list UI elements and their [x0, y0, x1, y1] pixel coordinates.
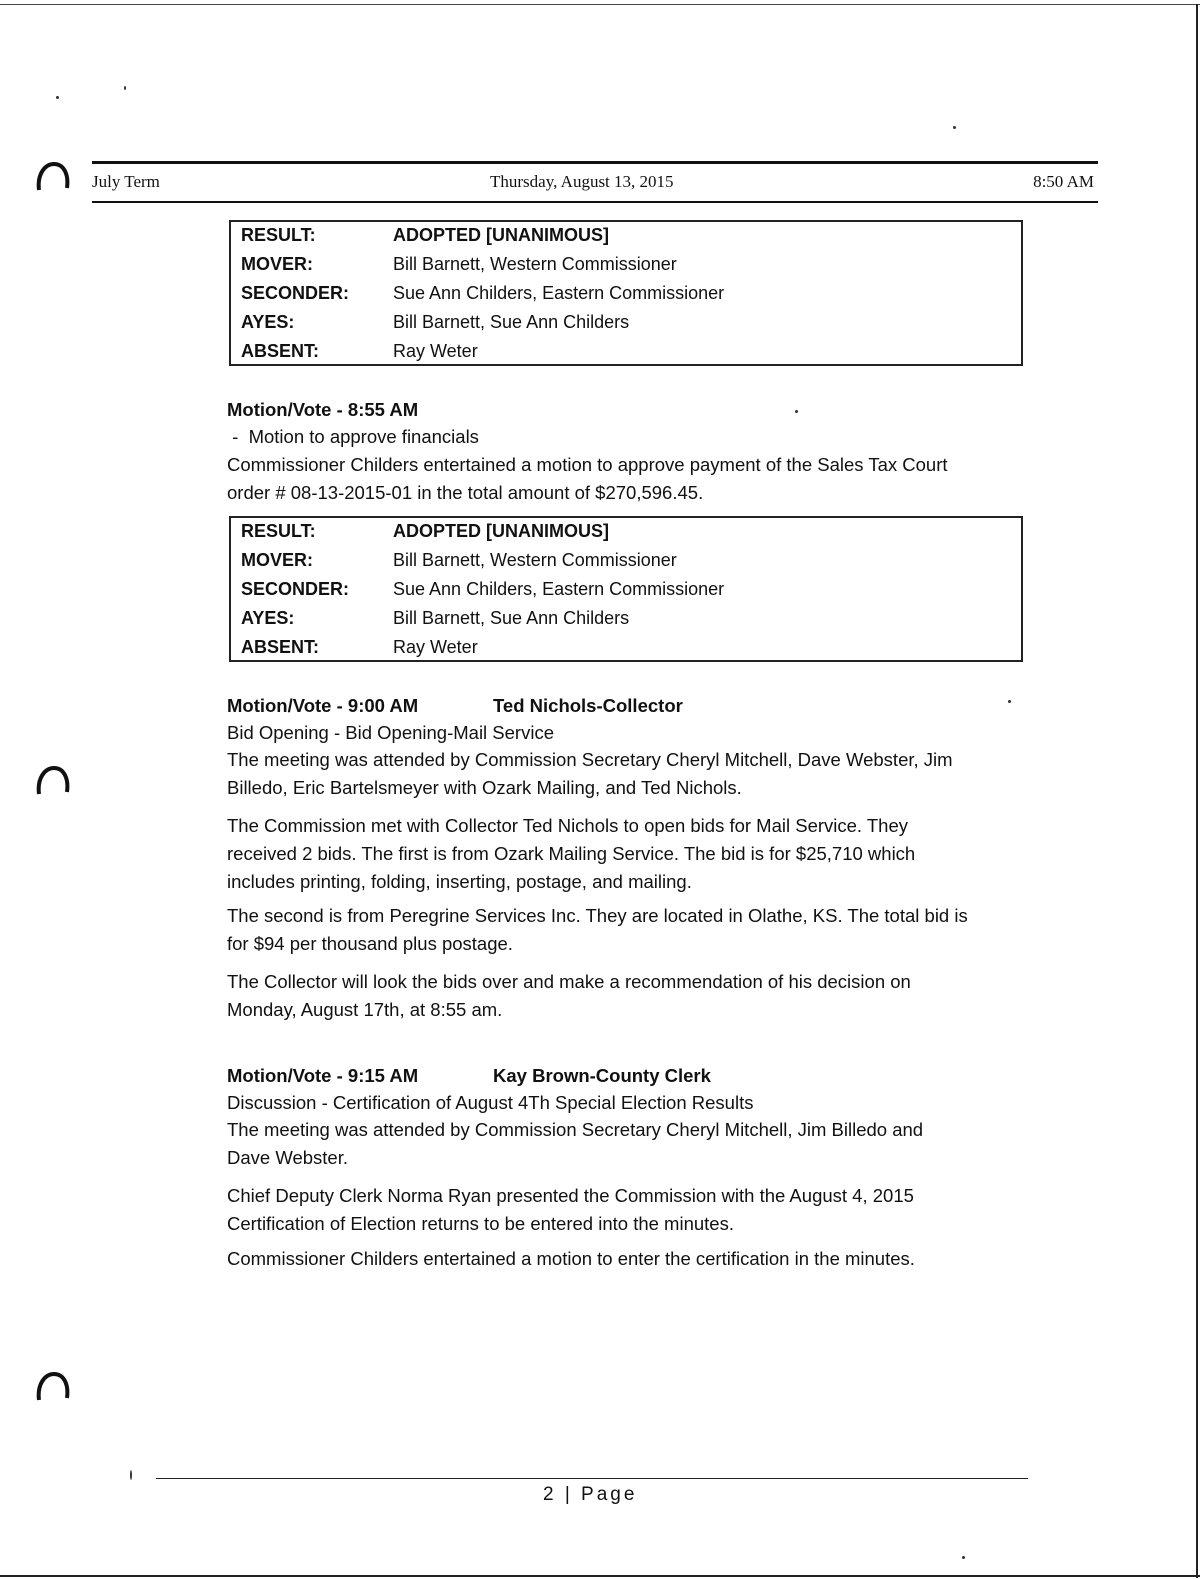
punch-hole-icon	[36, 764, 70, 796]
footer-rule	[156, 1478, 1028, 1479]
motion-heading-time: Motion/Vote - 9:15 AM	[227, 1065, 419, 1086]
vote-result-box	[229, 516, 1023, 662]
page-edge-right	[1196, 4, 1198, 1578]
paragraph-line: Commissioner Childers entertained a motion to enter the certification in the minutes.	[227, 1248, 915, 1269]
paragraph-line: Chief Deputy Clerk Norma Ryan presented the Commission with the August 4, 2015	[227, 1185, 914, 1206]
vote-key: ABSENT:	[241, 341, 320, 361]
vote-key: SECONDER:	[241, 579, 350, 599]
page-header	[92, 161, 1098, 205]
motion-heading-person: Ted Nichols-Collector	[493, 695, 683, 716]
vote-value: ADOPTED [UNANIMOUS]	[393, 521, 609, 541]
paragraph-line: for $94 per thousand plus postage.	[227, 933, 513, 954]
vote-value: Ray Weter	[393, 341, 478, 361]
vote-value: Bill Barnett, Sue Ann Childers	[393, 312, 630, 332]
paragraph-line: Commissioner Childers entertained a motion to approve payment of the Sales Tax Court	[227, 454, 948, 475]
motion-heading: Motion/Vote - 8:55 AM	[227, 399, 419, 420]
header-term: July Term	[92, 172, 160, 191]
scan-speck	[124, 86, 126, 90]
scan-speck	[1008, 700, 1011, 703]
paragraph-line: The meeting was attended by Commission Secretary Cheryl Mitchell, Dave Webster, Jim	[227, 749, 953, 770]
punch-hole-icon	[36, 160, 70, 192]
vote-result-box	[229, 220, 1023, 366]
vote-key: SECONDER:	[241, 283, 350, 303]
motion-subheading: Bid Opening - Bid Opening-Mail Service	[227, 722, 554, 743]
scan-speck	[962, 1556, 965, 1559]
scan-speck	[130, 1470, 132, 1480]
motion-subheading: Discussion - Certification of August 4Th Special Election Results	[227, 1092, 754, 1113]
vote-key: AYES:	[241, 312, 295, 332]
page-number: 2 | Page	[543, 1484, 638, 1505]
vote-key: RESULT:	[241, 225, 316, 245]
header-rule-bottom	[92, 201, 1098, 203]
paragraph-line: Monday, August 17th, at 8:55 am.	[227, 999, 503, 1020]
paragraph-line: The meeting was attended by Commission Secretary Cheryl Mitchell, Jim Billedo and	[227, 1119, 924, 1140]
motion-heading-time: Motion/Vote - 9:00 AM	[227, 695, 419, 716]
vote-value: ADOPTED [UNANIMOUS]	[393, 225, 609, 245]
vote-key: MOVER:	[241, 254, 313, 274]
page-edge-bottom	[0, 1575, 1200, 1577]
scan-speck	[795, 410, 798, 413]
scan-speck	[56, 96, 59, 99]
paragraph-line: The Commission met with Collector Ted Nichols to open bids for Mail Service. They	[227, 815, 909, 836]
paragraph-line: Certification of Election returns to be entered into the minutes.	[227, 1213, 734, 1234]
paragraph-line: Dave Webster.	[227, 1147, 348, 1168]
paragraph-line: received 2 bids. The first is from Ozark Mailing Service. The bid is for $25,710 which	[227, 843, 916, 864]
vote-value: Bill Barnett, Western Commissioner	[393, 254, 677, 274]
punch-hole-icon	[36, 1370, 70, 1402]
vote-key: AYES:	[241, 608, 295, 628]
paragraph-line: order # 08-13-2015-01 in the total amount of $270,596.45.	[227, 482, 704, 503]
motion-heading-person: Kay Brown-County Clerk	[493, 1065, 711, 1086]
page-edge-top	[0, 4, 1200, 5]
vote-value: Sue Ann Childers, Eastern Commissioner	[393, 283, 725, 303]
header-date: Thursday, August 13, 2015	[490, 172, 674, 191]
vote-value: Ray Weter	[393, 637, 478, 657]
motion-subheading: - Motion to approve financials	[227, 426, 479, 447]
paragraph-line: The second is from Peregrine Services Inc. They are located in Olathe, KS. The total bid is	[227, 905, 968, 926]
vote-value: Bill Barnett, Sue Ann Childers	[393, 608, 630, 628]
paragraph-line: includes printing, folding, inserting, postage, and mailing.	[227, 871, 692, 892]
paragraph-line: The Collector will look the bids over and make a recommendation of his decision on	[227, 971, 911, 992]
vote-key: ABSENT:	[241, 637, 320, 657]
scan-speck	[953, 126, 956, 129]
header-rule-top	[92, 161, 1098, 164]
motion-heading	[227, 692, 683, 720]
motion-heading	[227, 1062, 711, 1090]
vote-key: MOVER:	[241, 550, 313, 570]
paragraph-line: Billedo, Eric Bartelsmeyer with Ozark Mailing, and Ted Nichols.	[227, 777, 742, 798]
vote-value: Sue Ann Childers, Eastern Commissioner	[393, 579, 725, 599]
vote-value: Bill Barnett, Western Commissioner	[393, 550, 677, 570]
header-time: 8:50 AM	[1033, 172, 1094, 191]
vote-key: RESULT:	[241, 521, 316, 541]
